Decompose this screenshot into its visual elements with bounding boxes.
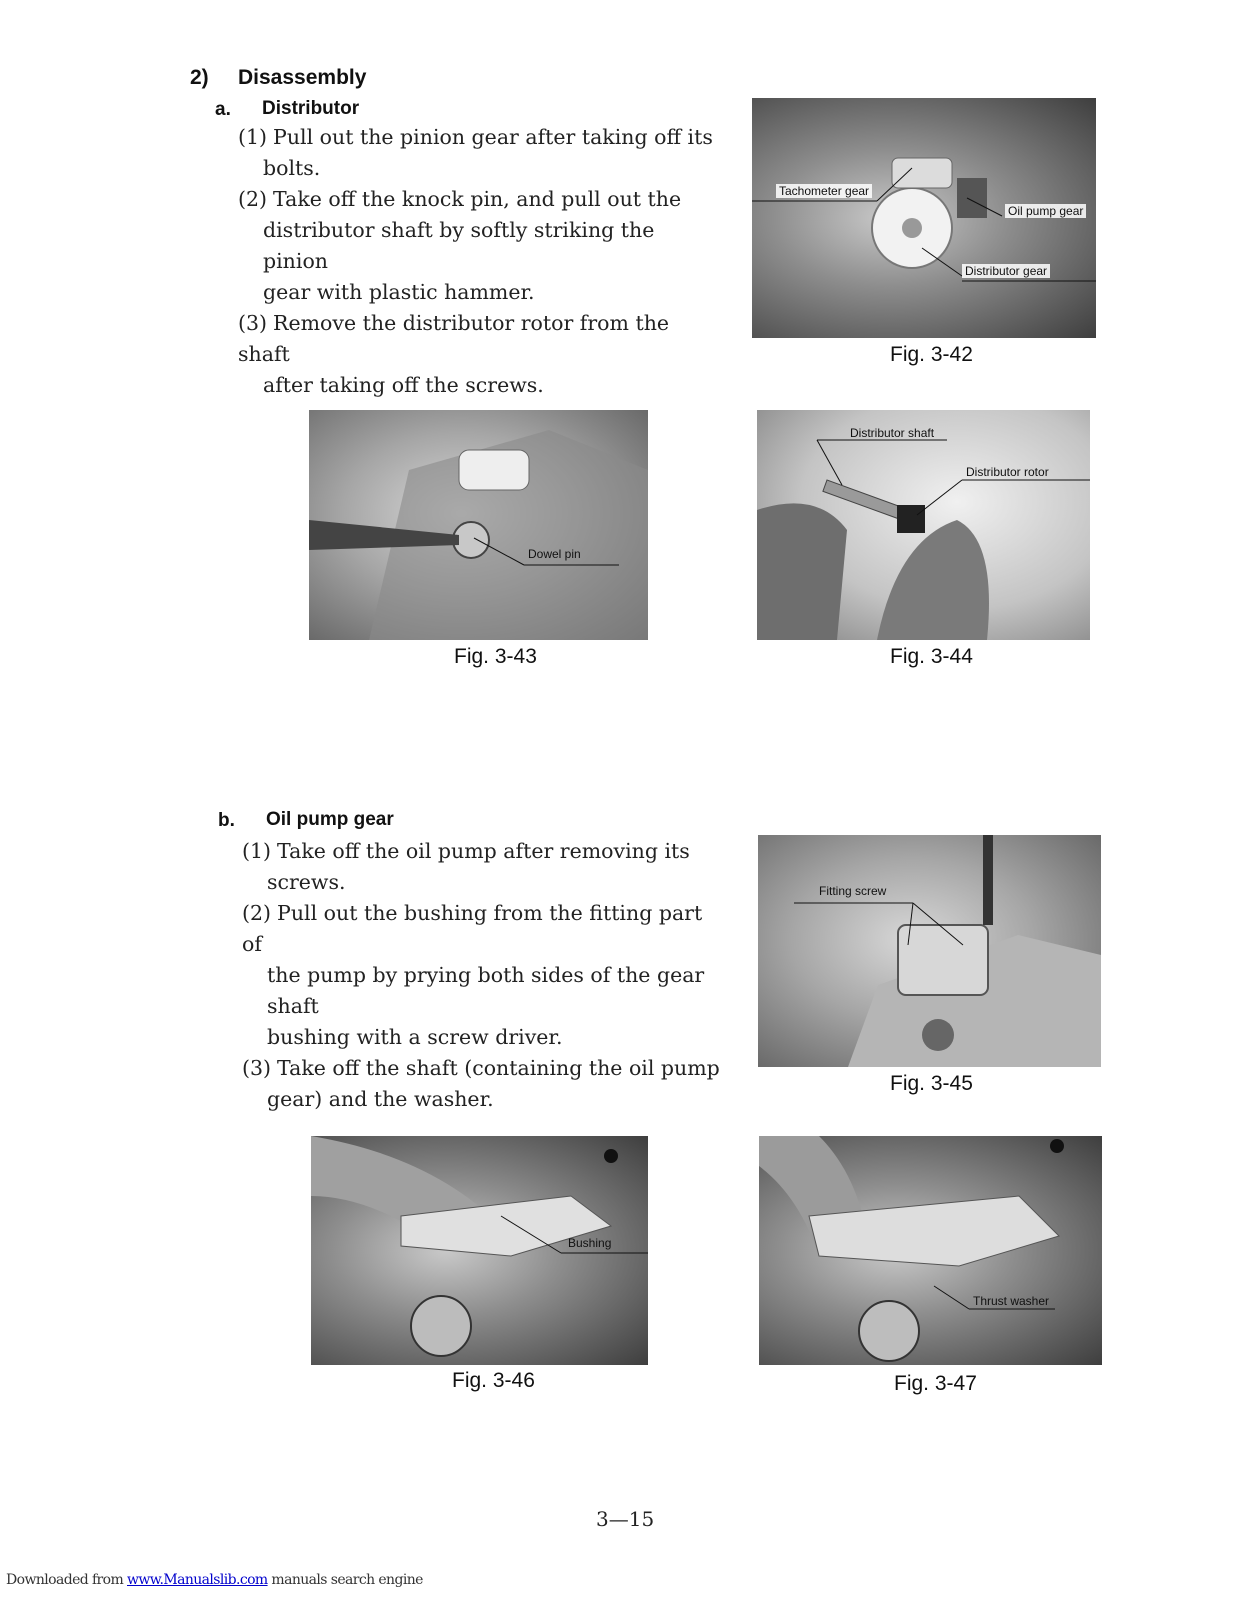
step-a3 <box>238 308 718 401</box>
step-b3 <box>242 1053 722 1115</box>
label-dowel-pin: Dowel pin <box>528 547 581 561</box>
step-number: (1) <box>238 125 268 149</box>
subsection-a-title: Distributor <box>262 98 360 119</box>
label-distributor-shaft: Distributor shaft <box>850 426 935 440</box>
figure-3-46-caption: Fig. 3-46 <box>452 1369 535 1392</box>
figure-3-46-drawing <box>311 1136 648 1365</box>
step-number: (1) <box>242 839 272 863</box>
label-bushing: Bushing <box>568 1236 612 1250</box>
step-text: distributor shaft by softly striking the pinion <box>263 218 655 273</box>
step-b1 <box>242 836 722 898</box>
figure-3-45-caption: Fig. 3-45 <box>890 1072 973 1095</box>
figure-3-44-drawing <box>757 410 1090 640</box>
step-text: Take off the knock pin, and pull out the <box>273 187 682 211</box>
step-number: (3) <box>238 311 268 335</box>
steps-oil-pump <box>242 836 722 1115</box>
step-text: Take off the shaft (containing the oil pump <box>277 1056 720 1080</box>
step-text: Pull out the pinion gear after taking off its <box>273 125 713 149</box>
step-text: Pull out the bushing from the fitting part of <box>242 901 703 956</box>
label-tachometer-gear: Tachometer gear <box>776 184 872 198</box>
page-number: 3—15 <box>596 1507 655 1531</box>
step-text: bolts. <box>263 156 321 180</box>
section-number: 2) <box>190 66 209 89</box>
figure-3-44-caption: Fig. 3-44 <box>890 645 973 668</box>
subsection-b-letter: b. <box>218 810 235 831</box>
step-text: the pump by prying both sides of the gear shaft <box>267 963 705 1018</box>
footer-suffix: manuals search engine <box>267 1572 423 1588</box>
section-title: Disassembly <box>238 66 367 89</box>
step-text: after taking off the screws. <box>263 373 544 397</box>
step-number: (2) <box>242 901 272 925</box>
figure-3-45-photo <box>758 835 1101 1067</box>
steps-distributor <box>238 122 718 401</box>
figure-3-47-caption: Fig. 3-47 <box>894 1372 977 1395</box>
figure-3-43-drawing <box>309 410 648 640</box>
figure-3-46-photo <box>311 1136 648 1365</box>
subsection-b-title: Oil pump gear <box>266 809 394 830</box>
figure-3-47-photo <box>759 1136 1102 1365</box>
figure-3-44-photo <box>757 410 1090 640</box>
footer-link[interactable]: www.Manualslib.com <box>127 1572 268 1588</box>
step-text: bushing with a screw driver. <box>267 1025 563 1049</box>
step-number: (2) <box>238 187 268 211</box>
figure-3-42-photo <box>752 98 1096 338</box>
step-a2 <box>238 184 718 308</box>
footer-prefix: Downloaded from <box>6 1572 127 1588</box>
subsection-a-letter: a. <box>215 99 231 120</box>
step-text: gear with plastic hammer. <box>263 280 535 304</box>
footer-download-note <box>6 1572 423 1588</box>
step-number: (3) <box>242 1056 272 1080</box>
step-text: screws. <box>267 870 346 894</box>
label-fitting-screw: Fitting screw <box>819 884 887 898</box>
figure-3-45-drawing <box>758 835 1101 1067</box>
step-a1 <box>238 122 718 184</box>
label-distributor-rotor: Distributor rotor <box>966 465 1049 479</box>
figure-3-42-caption: Fig. 3-42 <box>890 343 973 366</box>
label-oil-pump-gear: Oil pump gear <box>1005 204 1086 218</box>
step-text: gear) and the washer. <box>267 1087 494 1111</box>
figure-3-42-drawing <box>752 98 1096 338</box>
figure-3-43-photo <box>309 410 648 640</box>
step-text: Take off the oil pump after removing its <box>277 839 690 863</box>
figure-3-43-caption: Fig. 3-43 <box>454 645 537 668</box>
label-thrust-washer: Thrust washer <box>973 1294 1050 1308</box>
step-text: Remove the distributor rotor from the shaft <box>238 311 670 366</box>
step-b2 <box>242 898 722 1053</box>
label-distributor-gear: Distributor gear <box>962 264 1050 278</box>
figure-3-47-drawing <box>759 1136 1102 1365</box>
